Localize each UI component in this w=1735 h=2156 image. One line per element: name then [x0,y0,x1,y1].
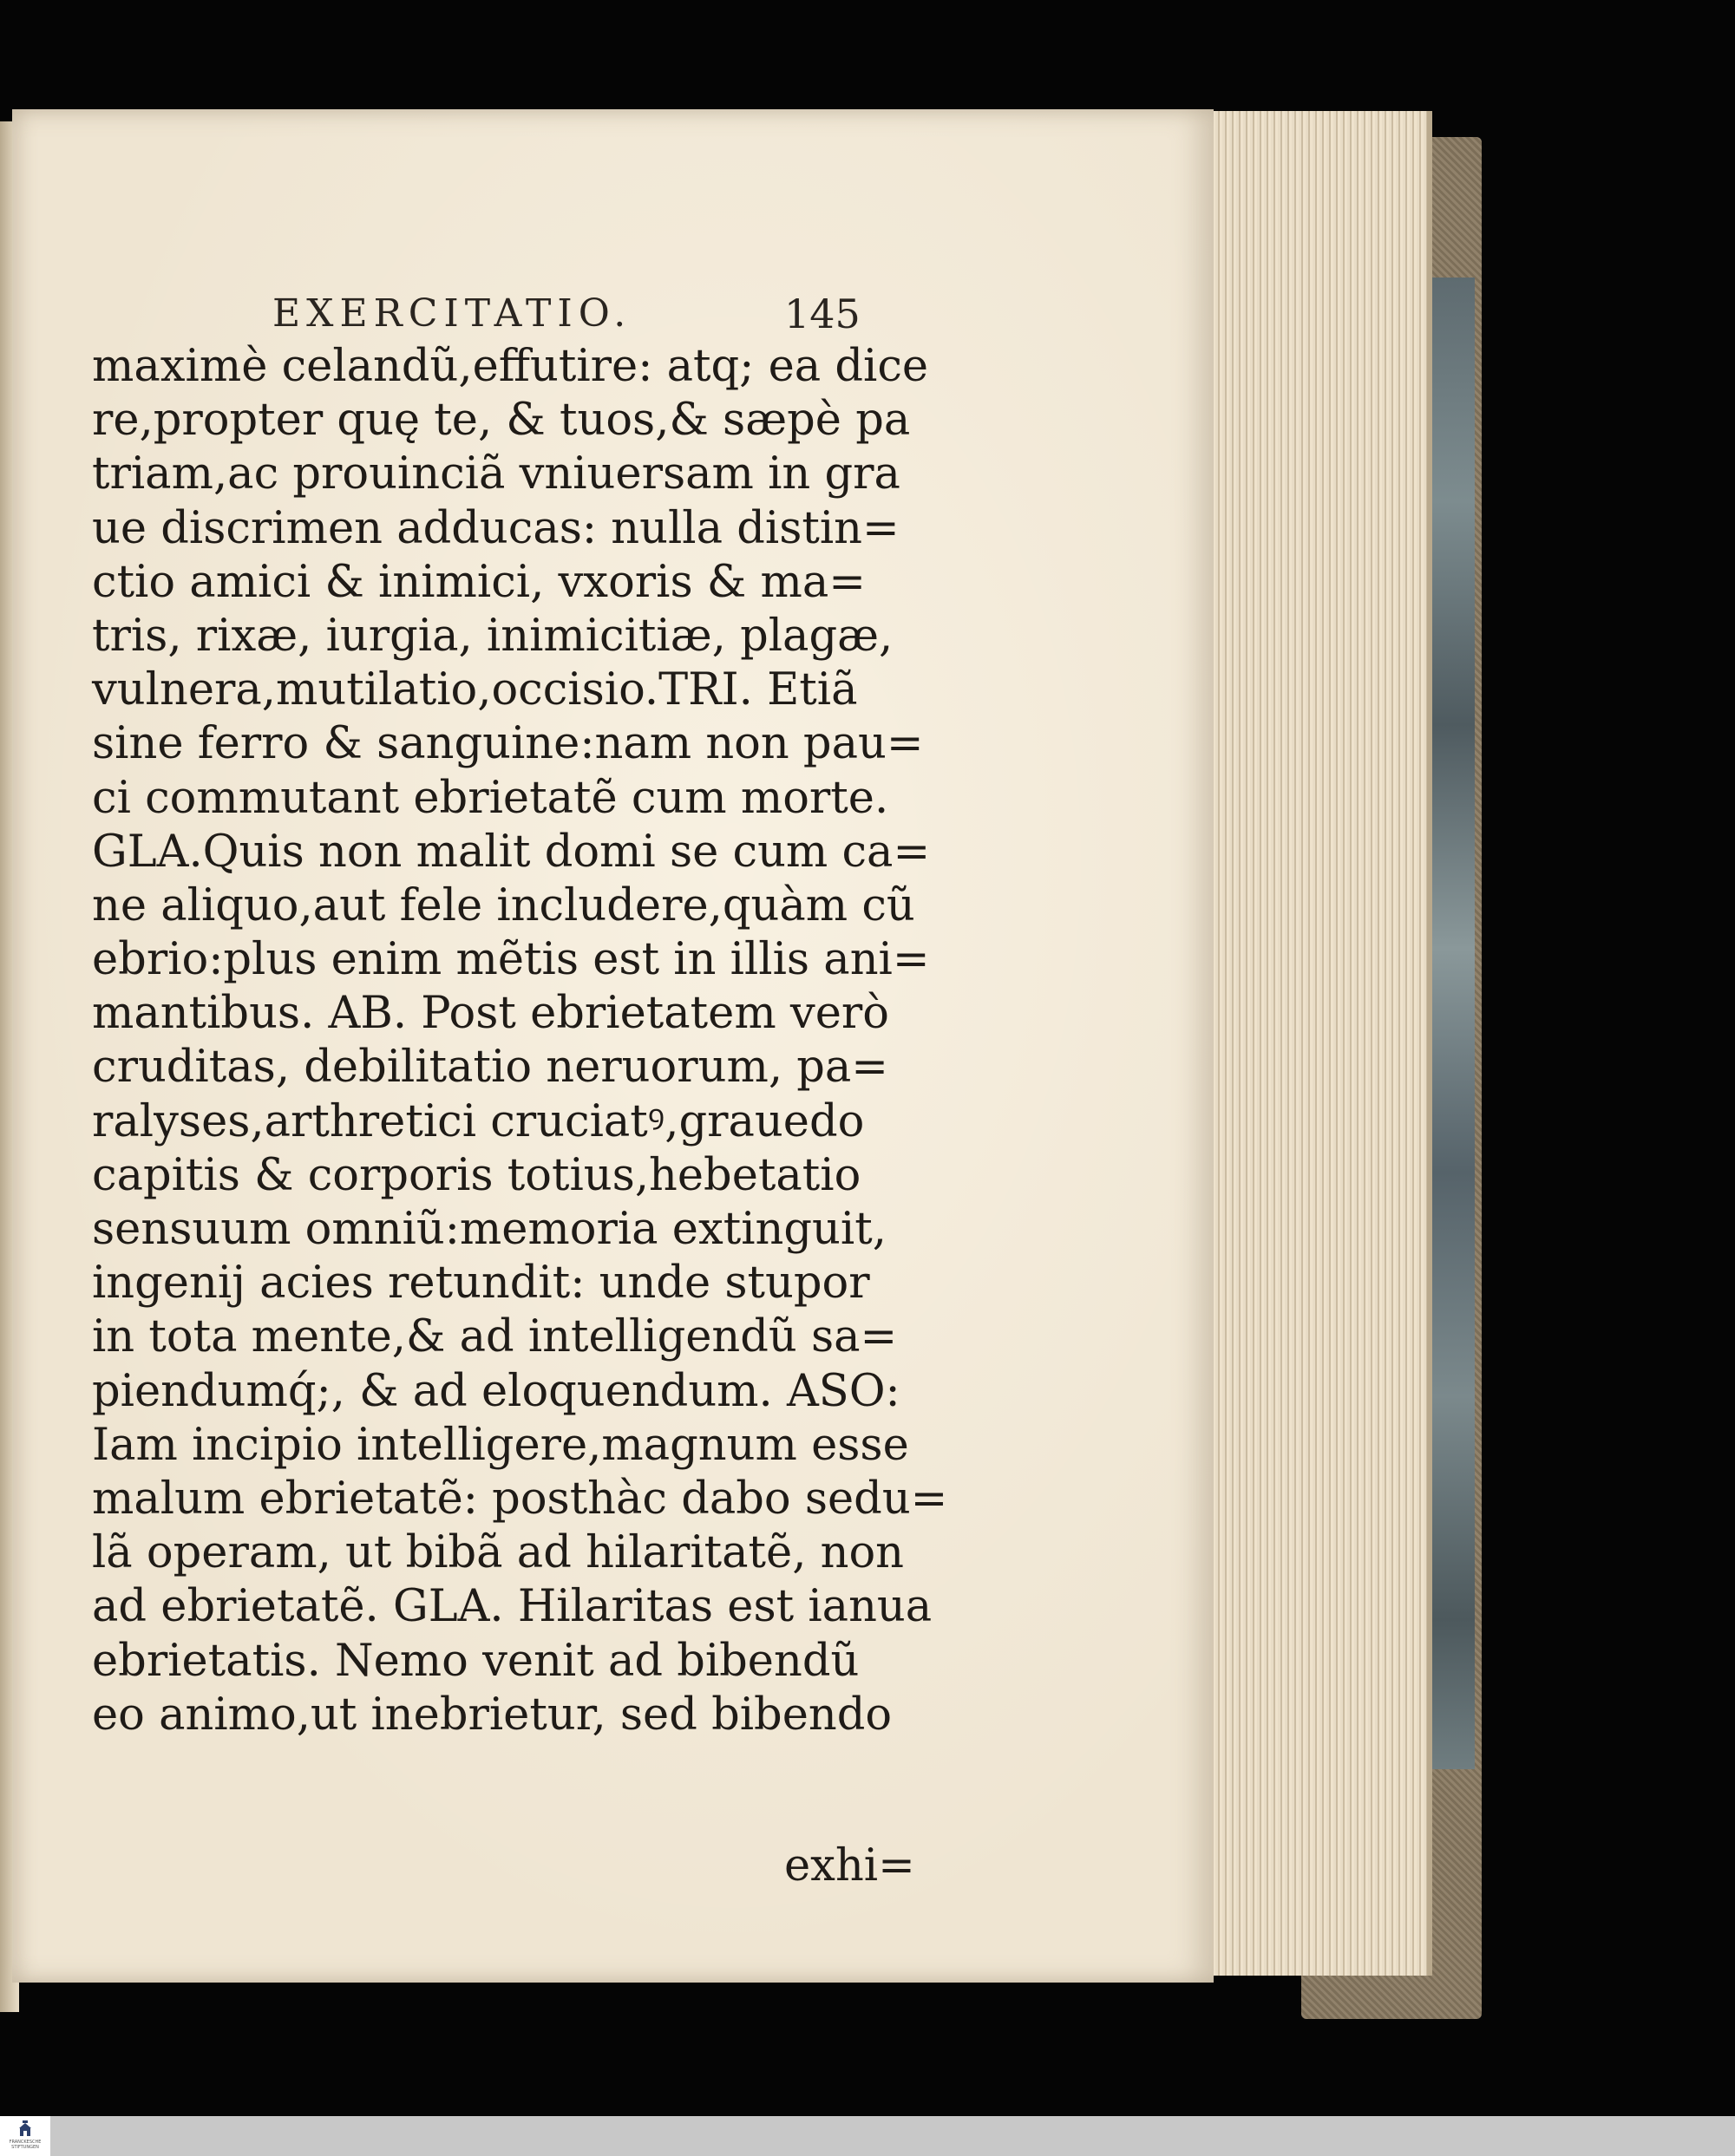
page-header [272,288,932,340]
library-logo-icon [17,2120,33,2138]
text-line: in tota mente,& ad intelligendũ sa= [92,1311,898,1363]
text-line: malum ebrietatẽ: posthàc dabo sedu= [92,1473,948,1525]
text-line: triam,ac prouinciã vniuersam in gra [92,448,900,500]
text-line: mantibus. AB. Post ebrietatem verò [92,988,889,1040]
running-head: EXERCITATIO. [272,291,632,336]
text-line: Iam incipio intelligere,magnum esse [92,1419,909,1471]
text-line: ad ebrietatẽ. GLA. Hilaritas est ianua [92,1581,933,1633]
text-line: ebrio:plus enim mẽtis est in illis ani= [92,934,930,986]
text-line: piendumq́;, & ad eloquendum. ASO: [92,1365,900,1417]
text-line: tris, rixæ, iurgia, inimicitiæ, plagæ, [92,610,894,662]
catchword: exhi= [784,1840,915,1891]
text-line: sine ferro & sanguine:nam non pau= [92,718,924,770]
viewer-footer-bar [0,2116,1735,2156]
text-line: ingenij acies retundit: unde stupor [92,1258,870,1310]
page-number: 145 [784,291,861,337]
text-line: ralyses,arthretici cruciatꝰ,grauedo [92,1095,865,1147]
text-line: re,propter quę te, & tuos,& sæpè pa [92,395,911,447]
text-line: ebrietatis. Nemo venit ad bibendũ [92,1635,860,1687]
text-line: GLA.Quis non malit domi se cum ca= [92,826,931,878]
text-line: sensuum omniũ:memoria extinguit, [92,1204,887,1255]
text-line: capitis & corporis totius,hebetatio [92,1149,861,1201]
page-edges [1201,111,1432,1976]
text-block [92,340,959,1742]
text-line: ctio amici & inimici, vxoris & ma= [92,556,866,608]
book-page [12,109,1214,1983]
text-line: eo animo,ut inebrietur, sed bibendo [92,1689,893,1741]
text-line: ne aliquo,aut fele includere,quàm cũ [92,879,915,931]
library-name: FRANCKESCHE STIFTUNGEN [9,2140,42,2150]
text-line: maximè celandũ,effutire: atq; ea dice [92,341,929,392]
text-line: cruditas, debilitatio neruorum, pa= [92,1042,889,1094]
text-line: ue discrimen adducas: nulla distin= [92,502,900,554]
text-line: lã operam, ut bibã ad hilaritatẽ, non [92,1527,905,1579]
text-line: vulnera,mutilatio,occisio.TRI. Etiã [92,664,858,716]
text-line: ci commutant ebrietatẽ cum morte. [92,772,889,824]
